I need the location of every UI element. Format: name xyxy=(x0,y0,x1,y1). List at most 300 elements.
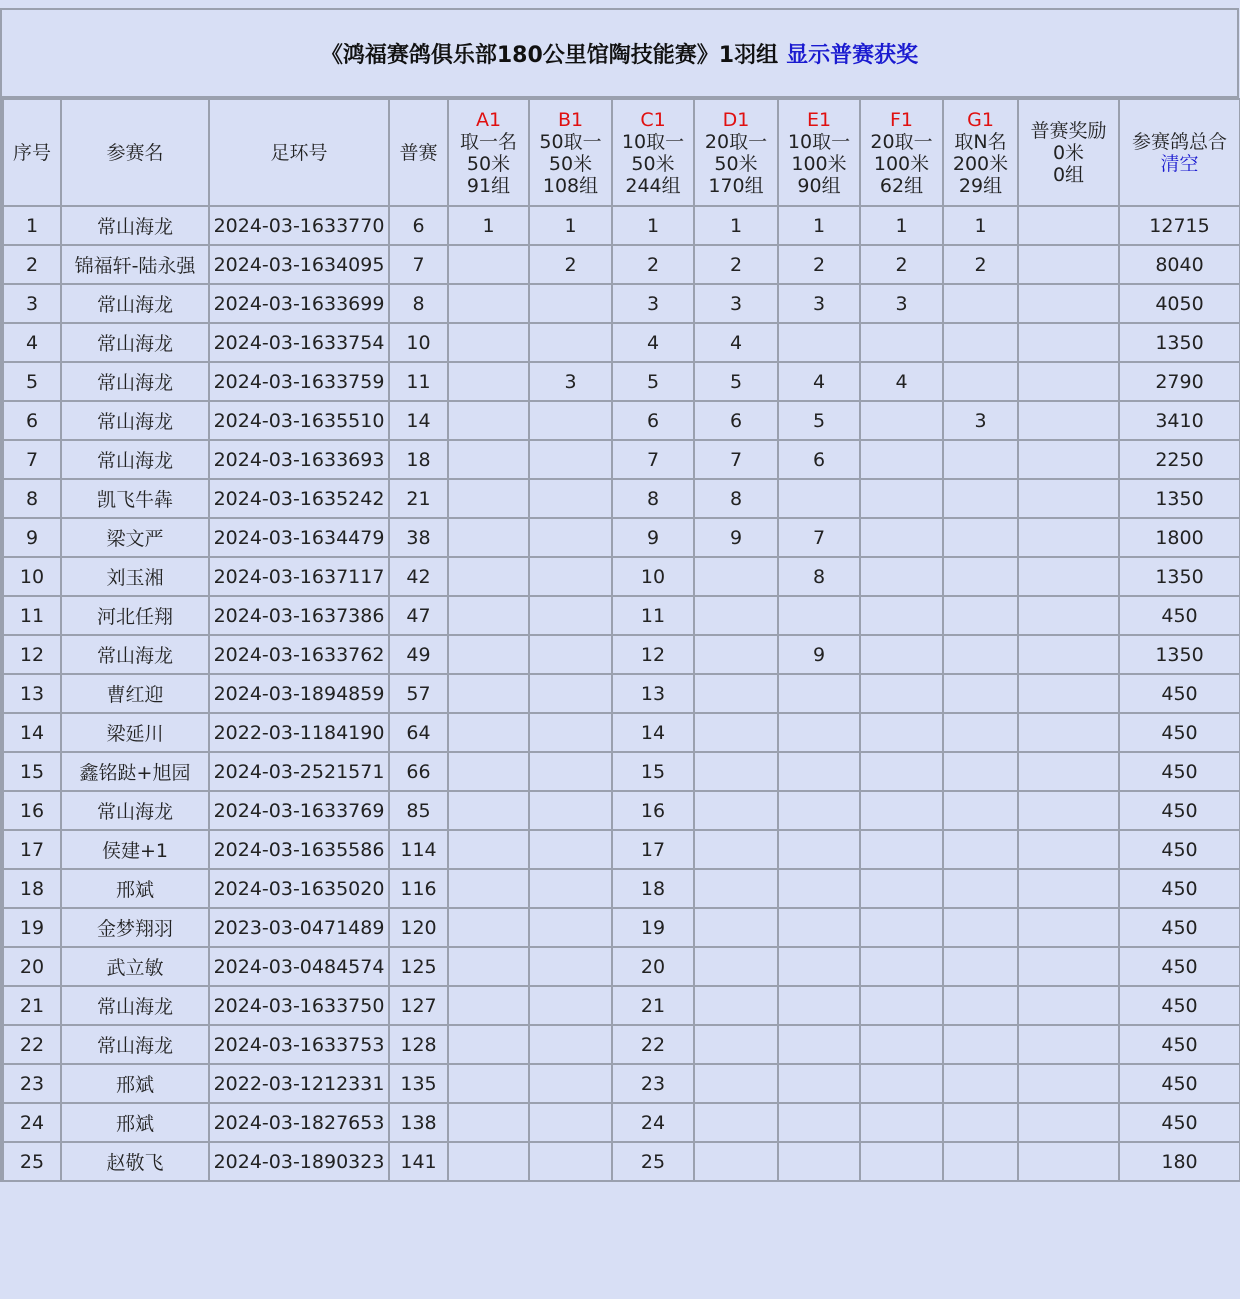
cell-e1: 4 xyxy=(778,362,860,401)
cell-a1 xyxy=(448,362,529,401)
cell-d1 xyxy=(694,908,778,947)
cell-pusai: 14 xyxy=(389,401,448,440)
cell-name: 邢斌 xyxy=(61,1103,209,1142)
cell-g1 xyxy=(943,986,1018,1025)
cell-d1 xyxy=(694,1103,778,1142)
header-pusai-reward xyxy=(1018,99,1119,206)
cell-f1 xyxy=(860,830,943,869)
table-row xyxy=(3,557,1240,596)
cell-reward xyxy=(1018,440,1119,479)
results-body xyxy=(3,206,1240,1181)
cell-c1: 9 xyxy=(612,518,694,557)
cell-total: 1350 xyxy=(1119,635,1240,674)
group-distance: 50米 xyxy=(548,152,593,175)
cell-a1 xyxy=(448,1142,529,1181)
cell-f1 xyxy=(860,518,943,557)
table-row xyxy=(3,284,1240,323)
cell-c1: 5 xyxy=(612,362,694,401)
cell-ring: 2024-03-2521571 xyxy=(209,752,389,791)
cell-total: 2790 xyxy=(1119,362,1240,401)
cell-seq: 19 xyxy=(3,908,61,947)
group-distance: 100米 xyxy=(791,152,847,175)
cell-b1 xyxy=(529,635,612,674)
group-rule: 20取一 xyxy=(704,130,768,153)
cell-ring: 2024-03-1635020 xyxy=(209,869,389,908)
cell-f1 xyxy=(860,947,943,986)
total-label: 参赛鸽总合 xyxy=(1131,130,1227,153)
header-group-g1 xyxy=(943,99,1018,206)
group-code: B1 xyxy=(557,108,584,131)
group-rule: 取一名 xyxy=(459,130,517,153)
cell-reward xyxy=(1018,1142,1119,1181)
cell-c1: 23 xyxy=(612,1064,694,1103)
cell-a1 xyxy=(448,401,529,440)
cell-g1: 2 xyxy=(943,245,1018,284)
cell-total: 450 xyxy=(1119,830,1240,869)
cell-reward xyxy=(1018,791,1119,830)
cell-a1 xyxy=(448,986,529,1025)
cell-ring: 2024-03-1633759 xyxy=(209,362,389,401)
cell-ring: 2024-03-1827653 xyxy=(209,1103,389,1142)
cell-b1 xyxy=(529,908,612,947)
cell-a1 xyxy=(448,479,529,518)
cell-d1: 9 xyxy=(694,518,778,557)
cell-a1 xyxy=(448,830,529,869)
cell-f1 xyxy=(860,440,943,479)
header-group-b1 xyxy=(529,99,612,206)
cell-seq: 1 xyxy=(3,206,61,245)
cell-f1 xyxy=(860,674,943,713)
cell-f1: 3 xyxy=(860,284,943,323)
results-table xyxy=(2,98,1240,1182)
header-group-f1 xyxy=(860,99,943,206)
cell-seq: 20 xyxy=(3,947,61,986)
cell-total: 450 xyxy=(1119,674,1240,713)
cell-name: 锦福轩-陆永强 xyxy=(61,245,209,284)
cell-a1 xyxy=(448,947,529,986)
cell-seq: 6 xyxy=(3,401,61,440)
cell-name: 侯建+1 xyxy=(61,830,209,869)
table-row xyxy=(3,401,1240,440)
cell-g1 xyxy=(943,1025,1018,1064)
cell-pusai: 85 xyxy=(389,791,448,830)
cell-seq: 23 xyxy=(3,1064,61,1103)
cell-e1 xyxy=(778,986,860,1025)
cell-seq: 16 xyxy=(3,791,61,830)
cell-f1 xyxy=(860,1064,943,1103)
results-frame xyxy=(0,8,1239,1182)
table-row xyxy=(3,206,1240,245)
cell-reward xyxy=(1018,908,1119,947)
cell-name: 金梦翔羽 xyxy=(61,908,209,947)
cell-a1 xyxy=(448,1064,529,1103)
group-code: F1 xyxy=(889,108,914,131)
cell-a1 xyxy=(448,245,529,284)
cell-g1 xyxy=(943,674,1018,713)
cell-reward xyxy=(1018,596,1119,635)
table-row xyxy=(3,1103,1240,1142)
cell-name: 常山海龙 xyxy=(61,362,209,401)
table-row xyxy=(3,518,1240,557)
cell-total: 1350 xyxy=(1119,557,1240,596)
page-title xyxy=(2,10,1239,98)
cell-g1 xyxy=(943,908,1018,947)
cell-pusai: 116 xyxy=(389,869,448,908)
cell-total: 450 xyxy=(1119,869,1240,908)
table-row xyxy=(3,986,1240,1025)
cell-total: 3410 xyxy=(1119,401,1240,440)
cell-a1 xyxy=(448,518,529,557)
cell-ring: 2024-03-1890323 xyxy=(209,1142,389,1181)
cell-seq: 5 xyxy=(3,362,61,401)
cell-name: 梁延川 xyxy=(61,713,209,752)
cell-a1 xyxy=(448,596,529,635)
cell-c1: 4 xyxy=(612,323,694,362)
cell-a1 xyxy=(448,713,529,752)
cell-d1 xyxy=(694,791,778,830)
cell-f1 xyxy=(860,557,943,596)
cell-ring: 2024-03-1633769 xyxy=(209,791,389,830)
cell-pusai: 114 xyxy=(389,830,448,869)
table-row xyxy=(3,713,1240,752)
header-ring: 足环号 xyxy=(209,99,389,206)
cell-pusai: 11 xyxy=(389,362,448,401)
cell-d1 xyxy=(694,1025,778,1064)
cell-f1 xyxy=(860,908,943,947)
cell-ring: 2024-03-1633693 xyxy=(209,440,389,479)
group-distance: 50米 xyxy=(631,152,675,175)
cell-name: 刘玉湘 xyxy=(61,557,209,596)
cell-ring: 2024-03-1637386 xyxy=(209,596,389,635)
cell-pusai: 125 xyxy=(389,947,448,986)
cell-b1 xyxy=(529,869,612,908)
cell-total: 1350 xyxy=(1119,323,1240,362)
cell-b1 xyxy=(529,713,612,752)
cell-a1 xyxy=(448,752,529,791)
cell-ring: 2024-03-0484574 xyxy=(209,947,389,986)
cell-seq: 18 xyxy=(3,869,61,908)
cell-total: 1350 xyxy=(1119,479,1240,518)
cell-c1: 18 xyxy=(612,869,694,908)
cell-b1: 2 xyxy=(529,245,612,284)
cell-name: 常山海龙 xyxy=(61,206,209,245)
cell-c1: 16 xyxy=(612,791,694,830)
cell-seq: 8 xyxy=(3,479,61,518)
header-row xyxy=(3,99,1240,206)
cell-d1 xyxy=(694,557,778,596)
cell-a1 xyxy=(448,1025,529,1064)
cell-name: 常山海龙 xyxy=(61,635,209,674)
cell-c1: 24 xyxy=(612,1103,694,1142)
cell-ring: 2022-03-1184190 xyxy=(209,713,389,752)
cell-f1 xyxy=(860,323,943,362)
cell-name: 常山海龙 xyxy=(61,1025,209,1064)
cell-f1: 2 xyxy=(860,245,943,284)
cell-pusai: 10 xyxy=(389,323,448,362)
cell-ring: 2024-03-1633699 xyxy=(209,284,389,323)
cell-seq: 17 xyxy=(3,830,61,869)
cell-e1: 2 xyxy=(778,245,860,284)
cell-g1 xyxy=(943,1103,1018,1142)
cell-g1 xyxy=(943,284,1018,323)
cell-total: 4050 xyxy=(1119,284,1240,323)
cell-g1: 3 xyxy=(943,401,1018,440)
group-count: 29组 xyxy=(958,174,1003,197)
cell-pusai: 49 xyxy=(389,635,448,674)
header-group-e1 xyxy=(778,99,860,206)
table-row xyxy=(3,440,1240,479)
clear-link[interactable]: 清空 xyxy=(1160,152,1199,175)
cell-g1 xyxy=(943,1064,1018,1103)
header-group-d1 xyxy=(694,99,778,206)
cell-b1: 1 xyxy=(529,206,612,245)
cell-e1 xyxy=(778,1103,860,1142)
cell-total: 450 xyxy=(1119,908,1240,947)
cell-reward xyxy=(1018,245,1119,284)
cell-e1 xyxy=(778,323,860,362)
cell-total: 450 xyxy=(1119,947,1240,986)
header-name: 参赛名 xyxy=(61,99,209,206)
cell-a1 xyxy=(448,557,529,596)
cell-a1 xyxy=(448,869,529,908)
cell-name: 常山海龙 xyxy=(61,986,209,1025)
cell-g1 xyxy=(943,830,1018,869)
cell-a1 xyxy=(448,635,529,674)
cell-e1 xyxy=(778,713,860,752)
cell-name: 河北任翔 xyxy=(61,596,209,635)
cell-f1 xyxy=(860,791,943,830)
cell-a1 xyxy=(448,1103,529,1142)
cell-reward xyxy=(1018,713,1119,752)
cell-g1 xyxy=(943,557,1018,596)
cell-e1: 7 xyxy=(778,518,860,557)
table-row xyxy=(3,1064,1240,1103)
group-code: D1 xyxy=(722,108,750,131)
cell-seq: 2 xyxy=(3,245,61,284)
cell-g1 xyxy=(943,323,1018,362)
cell-seq: 15 xyxy=(3,752,61,791)
cell-name: 常山海龙 xyxy=(61,323,209,362)
group-rule: 10取一 xyxy=(787,130,851,153)
cell-reward xyxy=(1018,674,1119,713)
table-row xyxy=(3,596,1240,635)
cell-g1 xyxy=(943,479,1018,518)
cell-c1: 8 xyxy=(612,479,694,518)
cell-f1 xyxy=(860,986,943,1025)
group-distance: 50米 xyxy=(466,152,511,175)
cell-reward xyxy=(1018,1064,1119,1103)
cell-seq: 7 xyxy=(3,440,61,479)
cell-reward xyxy=(1018,869,1119,908)
cell-seq: 3 xyxy=(3,284,61,323)
cell-b1 xyxy=(529,596,612,635)
group-distance: 50米 xyxy=(714,152,758,175)
cell-seq: 21 xyxy=(3,986,61,1025)
table-row xyxy=(3,323,1240,362)
table-row xyxy=(3,674,1240,713)
cell-c1: 2 xyxy=(612,245,694,284)
cell-ring: 2024-03-1634479 xyxy=(209,518,389,557)
cell-g1 xyxy=(943,1142,1018,1181)
header-seq: 序号 xyxy=(3,99,61,206)
cell-total: 450 xyxy=(1119,1025,1240,1064)
cell-ring: 2022-03-1212331 xyxy=(209,1064,389,1103)
cell-b1 xyxy=(529,947,612,986)
cell-b1 xyxy=(529,284,612,323)
cell-d1 xyxy=(694,830,778,869)
cell-seq: 13 xyxy=(3,674,61,713)
cell-name: 曹红迎 xyxy=(61,674,209,713)
cell-e1 xyxy=(778,791,860,830)
cell-f1 xyxy=(860,1103,943,1142)
cell-reward xyxy=(1018,284,1119,323)
cell-pusai: 7 xyxy=(389,245,448,284)
cell-g1 xyxy=(943,713,1018,752)
cell-reward xyxy=(1018,1103,1119,1142)
cell-total: 450 xyxy=(1119,752,1240,791)
cell-total: 450 xyxy=(1119,1103,1240,1142)
cell-b1 xyxy=(529,1064,612,1103)
cell-c1: 12 xyxy=(612,635,694,674)
cell-f1 xyxy=(860,635,943,674)
cell-reward xyxy=(1018,401,1119,440)
cell-b1 xyxy=(529,830,612,869)
cell-ring: 2024-03-1635510 xyxy=(209,401,389,440)
cell-d1: 7 xyxy=(694,440,778,479)
cell-b1 xyxy=(529,401,612,440)
cell-f1: 4 xyxy=(860,362,943,401)
cell-c1: 17 xyxy=(612,830,694,869)
cell-pusai: 18 xyxy=(389,440,448,479)
title-text: 《鸿福赛鸽俱乐部180公里馆陶技能赛》1羽组 xyxy=(320,42,779,68)
cell-total: 450 xyxy=(1119,596,1240,635)
group-rule: 10取一 xyxy=(621,130,685,153)
cell-ring: 2024-03-1635242 xyxy=(209,479,389,518)
cell-d1: 4 xyxy=(694,323,778,362)
cell-seq: 22 xyxy=(3,1025,61,1064)
show-pusai-awards-link[interactable]: 显示普赛获奖 xyxy=(786,42,919,68)
table-row xyxy=(3,791,1240,830)
cell-d1: 1 xyxy=(694,206,778,245)
cell-c1: 21 xyxy=(612,986,694,1025)
cell-b1 xyxy=(529,1142,612,1181)
reward-distance: 0米 xyxy=(1052,141,1085,164)
cell-seq: 10 xyxy=(3,557,61,596)
table-row xyxy=(3,869,1240,908)
cell-name: 常山海龙 xyxy=(61,440,209,479)
cell-pusai: 21 xyxy=(389,479,448,518)
cell-seq: 14 xyxy=(3,713,61,752)
reward-label: 普赛奖励 xyxy=(1030,119,1107,142)
cell-d1: 8 xyxy=(694,479,778,518)
cell-pusai: 57 xyxy=(389,674,448,713)
cell-g1 xyxy=(943,869,1018,908)
cell-e1: 6 xyxy=(778,440,860,479)
cell-f1 xyxy=(860,1025,943,1064)
cell-pusai: 120 xyxy=(389,908,448,947)
cell-f1: 1 xyxy=(860,206,943,245)
cell-total: 450 xyxy=(1119,713,1240,752)
cell-g1 xyxy=(943,440,1018,479)
cell-d1 xyxy=(694,869,778,908)
cell-f1 xyxy=(860,401,943,440)
group-code: E1 xyxy=(806,108,832,131)
cell-b1 xyxy=(529,752,612,791)
cell-reward xyxy=(1018,479,1119,518)
cell-c1: 11 xyxy=(612,596,694,635)
cell-name: 常山海龙 xyxy=(61,791,209,830)
table-row xyxy=(3,1142,1240,1181)
cell-total: 450 xyxy=(1119,791,1240,830)
cell-e1 xyxy=(778,674,860,713)
cell-name: 凯飞牛犇 xyxy=(61,479,209,518)
cell-b1 xyxy=(529,440,612,479)
cell-f1 xyxy=(860,869,943,908)
header-total xyxy=(1119,99,1240,206)
cell-g1 xyxy=(943,362,1018,401)
cell-ring: 2024-03-1634095 xyxy=(209,245,389,284)
cell-seq: 12 xyxy=(3,635,61,674)
cell-total: 450 xyxy=(1119,986,1240,1025)
cell-seq: 9 xyxy=(3,518,61,557)
cell-c1: 13 xyxy=(612,674,694,713)
cell-e1: 8 xyxy=(778,557,860,596)
cell-pusai: 141 xyxy=(389,1142,448,1181)
cell-g1 xyxy=(943,752,1018,791)
cell-reward xyxy=(1018,947,1119,986)
cell-e1 xyxy=(778,479,860,518)
cell-d1: 3 xyxy=(694,284,778,323)
cell-d1 xyxy=(694,1064,778,1103)
cell-a1 xyxy=(448,674,529,713)
cell-ring: 2024-03-1633753 xyxy=(209,1025,389,1064)
cell-seq: 4 xyxy=(3,323,61,362)
cell-d1: 6 xyxy=(694,401,778,440)
cell-b1 xyxy=(529,1103,612,1142)
cell-g1 xyxy=(943,791,1018,830)
cell-g1 xyxy=(943,635,1018,674)
cell-total: 180 xyxy=(1119,1142,1240,1181)
cell-a1 xyxy=(448,791,529,830)
cell-name: 武立敏 xyxy=(61,947,209,986)
cell-a1 xyxy=(448,908,529,947)
cell-ring: 2023-03-0471489 xyxy=(209,908,389,947)
cell-name: 常山海龙 xyxy=(61,284,209,323)
cell-pusai: 135 xyxy=(389,1064,448,1103)
cell-e1 xyxy=(778,752,860,791)
cell-e1: 5 xyxy=(778,401,860,440)
cell-e1 xyxy=(778,1025,860,1064)
cell-total: 12715 xyxy=(1119,206,1240,245)
cell-name: 梁文严 xyxy=(61,518,209,557)
cell-pusai: 128 xyxy=(389,1025,448,1064)
cell-pusai: 38 xyxy=(389,518,448,557)
group-distance: 100米 xyxy=(873,152,930,175)
cell-e1 xyxy=(778,1064,860,1103)
group-count: 108组 xyxy=(542,174,599,197)
group-distance: 200米 xyxy=(952,152,1009,175)
cell-b1 xyxy=(529,323,612,362)
cell-b1 xyxy=(529,557,612,596)
cell-g1 xyxy=(943,947,1018,986)
group-code: G1 xyxy=(967,108,994,131)
cell-f1 xyxy=(860,752,943,791)
group-count: 91组 xyxy=(466,174,511,197)
cell-b1 xyxy=(529,1025,612,1064)
cell-reward xyxy=(1018,635,1119,674)
cell-pusai: 64 xyxy=(389,713,448,752)
header-group-c1 xyxy=(612,99,694,206)
